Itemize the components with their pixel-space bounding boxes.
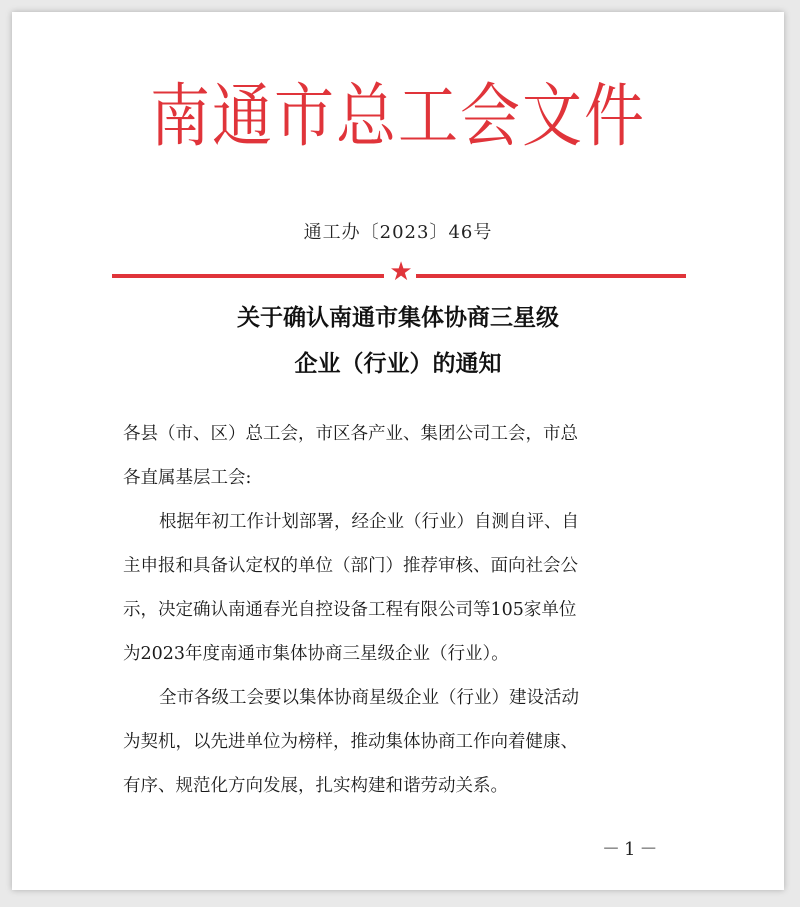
- document-number: 通工办〔2023〕46号: [303, 222, 493, 243]
- body-line: 全市各级工会要以集体协商星级企业（行业）建设活动: [159, 688, 579, 708]
- notice-subject-line-2: 企业（行业）的通知: [294, 351, 502, 377]
- body-line: 示，决定确认南通春光自控设备工程有限公司等105家单位: [123, 600, 577, 620]
- body-line: 主申报和具备认定权的单位（部门）推荐审核、面向社会公: [123, 556, 578, 576]
- body-line: 为契机，以先进单位为榜样，推动集体协商工作向着健康、: [123, 732, 578, 752]
- notice-subject: [12, 295, 784, 387]
- body-line: 各县（市、区）总工会，市区各产业、集团公司工会，市总: [123, 424, 578, 444]
- body-line: 有序、规范化方向发展，扎实构建和谐劳动关系。: [123, 776, 508, 796]
- body-line: 各直属基层工会:: [123, 468, 252, 488]
- notice-subject-line-1: 关于确认南通市集体协商三星级: [237, 305, 559, 331]
- body-line: 根据年初工作计划部署，经企业（行业）自测自评、自: [159, 512, 579, 532]
- header-divider-right: [416, 274, 686, 278]
- body-line: 为2023年度南通市集体协商三星级企业（行业）。: [123, 644, 509, 664]
- document-page: [12, 12, 784, 890]
- document-header-title: 南通市总工会文件: [150, 76, 646, 157]
- star-icon: ★: [389, 257, 413, 287]
- page-number: －1－: [602, 839, 662, 860]
- header-divider-left: [112, 274, 384, 278]
